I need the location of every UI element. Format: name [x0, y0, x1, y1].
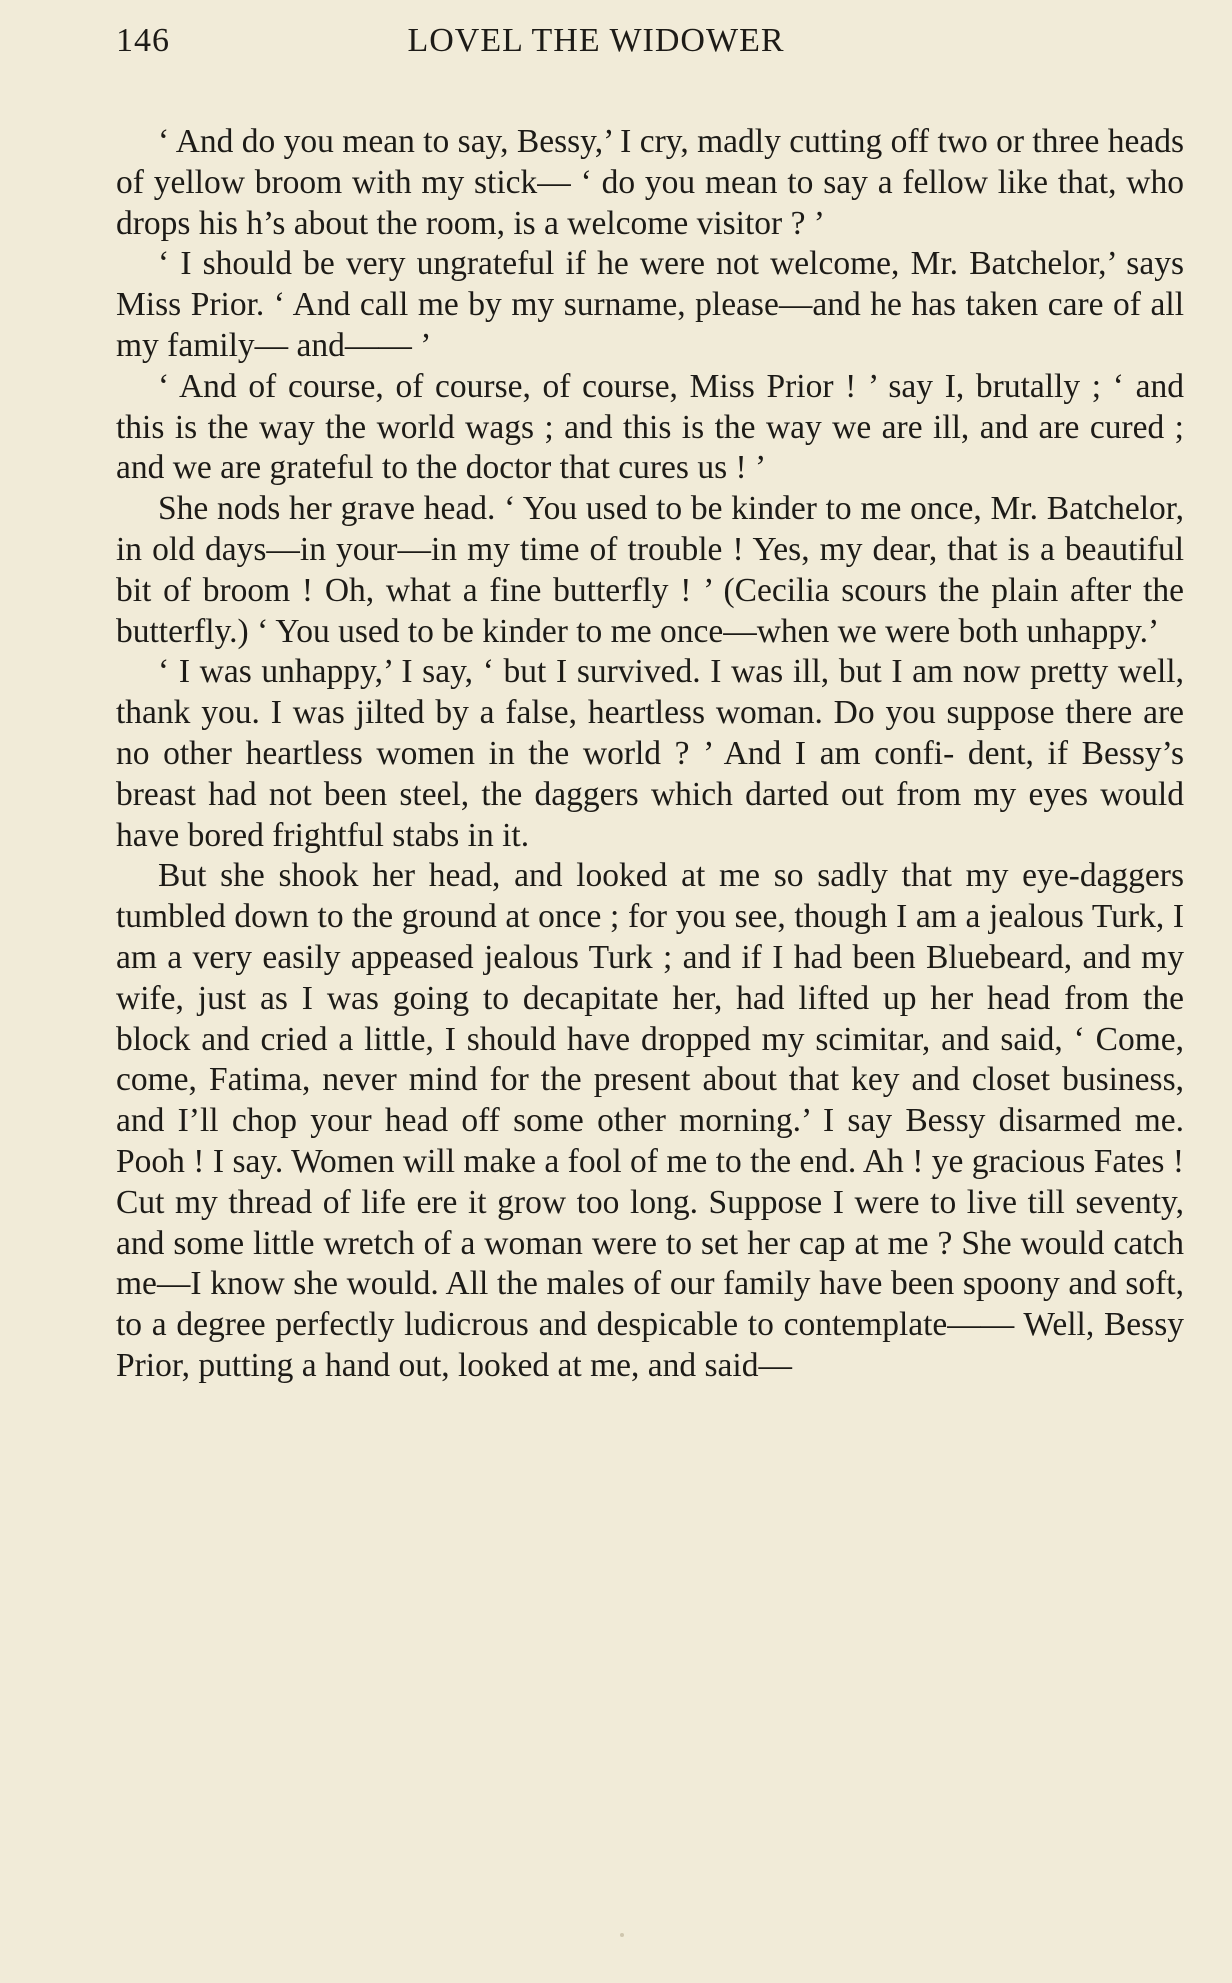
page-header	[116, 22, 1184, 82]
paragraph: ‘ And of course, of course, of course, Miss Prior ! ’ say I, brutally ; ‘ and this is the way the world wags ; and this is the way we are ill, and are cured ; and we are grateful to the doctor that cures us ! ’	[116, 367, 1184, 487]
page-number: 146	[116, 22, 170, 59]
paragraph: ‘ And do you mean to say, Bessy,’ I cry, madly cutting off two or three heads of yellow broom with my stick— ‘ do you mean to say a fellow like that, who drops his h’s about the room, is a welcome visitor ? ’	[116, 123, 1184, 242]
running-title: LOVEL THE WIDOWER	[407, 22, 785, 59]
paragraph: She nods her grave head. ‘ You used to be kinder to me once, Mr. Batchelor, in old days—in your—in my time of trouble ! Yes, my dear, that is a beautiful bit of broom ! Oh, what a fine butterfly ! ’ (Cecilia scours the plain after the butterfly.) ‘ You used to be kinder to me once—when we were both unhappy.’	[116, 490, 1184, 650]
paragraph: ‘ I was unhappy,’ I say, ‘ but I survived. I was ill, but I am now pretty well, thank you. I was jilted by a false, heartless woman. Do you suppose there are no other heartless women in the world ? ’ And I am confi- dent, if Bessy’s breast had not been steel, the daggers which darted out from my eyes would have bored frightful stabs in it.	[116, 653, 1184, 854]
body-text	[116, 122, 1184, 1387]
paragraph: ‘ I should be very ungrateful if he were not welcome, Mr. Batchelor,’ says Miss Prior. ‘ And call me by my surname, please—and he has taken care of all my family— and—— ’	[116, 245, 1184, 364]
paper-speck	[620, 1933, 624, 1937]
paragraph: But she shook her head, and looked at me so sadly that my eye-daggers tumbled down to the ground at once ; for you see, though I am a jealous Turk, I am a very easily appeased jealous Turk ; and if I had been Bluebeard, and my wife, just as I was going to decapitate her, had lifted up her head from the block and cried a little, I should have dropped my scimitar, and said, ‘ Come, come, Fatima, never mind for the present about that key and closet business, and I’ll chop your head off some other morning.’ I say Bessy disarmed me. Pooh ! I say. Women will make a fool of me to the end. Ah ! ye gracious Fates ! Cut my thread of life ere it grow too long. Suppose I were to live till seventy, and some little wretch of a woman were to set her cap at me ? She would catch me—I know she would. All the males of our family have been spoony and soft, to a degree perfectly ludicrous and despicable to contemplate—— Well, Bessy Prior, putting a hand out, looked at me, and said—	[116, 857, 1184, 1384]
